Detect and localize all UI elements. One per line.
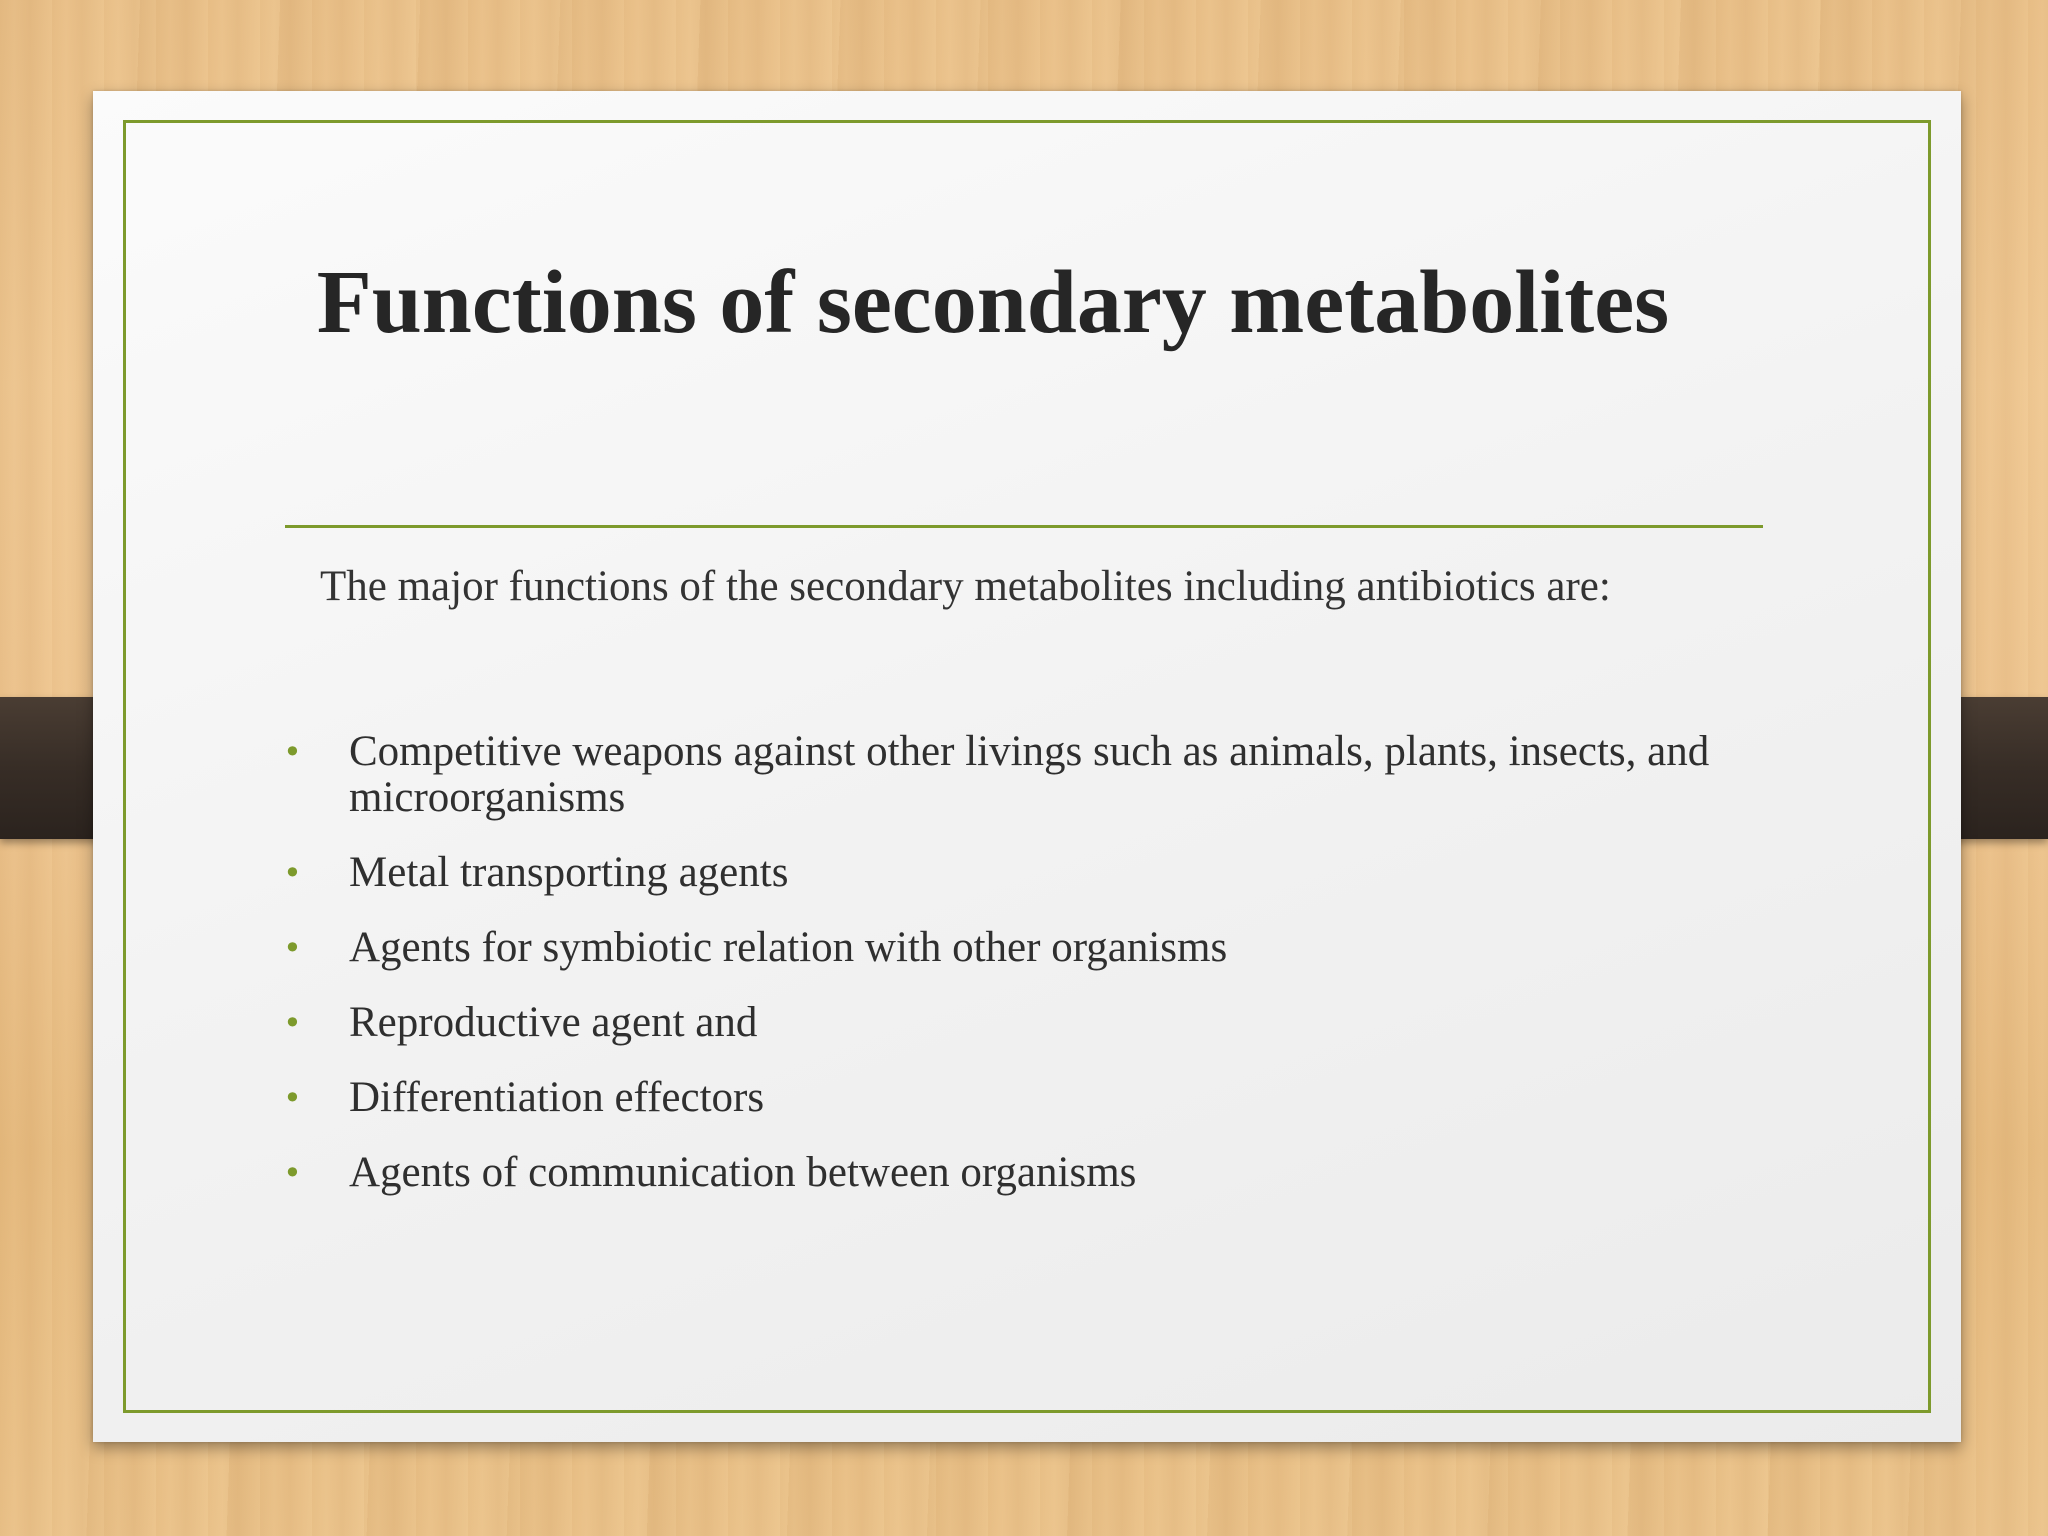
- intro-text: The major functions of the secondary metabolites including antibiotics are:: [320, 563, 1611, 610]
- bullet-text: Competitive weapons against other livings such as animals, plants, insects, and microorganisms: [349, 728, 1710, 821]
- bullet-dot-icon: •: [283, 929, 302, 967]
- bullet-dot-icon: •: [283, 1004, 302, 1042]
- bullet-dot-icon: •: [283, 1154, 302, 1192]
- bullet-text: Metal transporting agents: [349, 849, 789, 896]
- bullet-item: [283, 1075, 1843, 1121]
- slide-title: Functions of secondary metabolites: [316, 253, 1670, 352]
- bullet-item: [283, 729, 1843, 821]
- bullet-text: Agents of communication between organisms: [349, 1149, 1137, 1196]
- bullet-text: Agents for symbiotic relation with other organisms: [349, 924, 1228, 971]
- bullet-text: Differentiation effectors: [349, 1074, 765, 1121]
- slide-card: [93, 91, 1961, 1442]
- bullet-item: [283, 1150, 1843, 1196]
- bullet-dot-icon: •: [283, 733, 302, 771]
- bullet-list: [283, 729, 1843, 1225]
- bullet-item: [283, 925, 1843, 971]
- title-divider: [285, 525, 1763, 528]
- bullet-item: [283, 850, 1843, 896]
- bullet-dot-icon: •: [283, 1079, 302, 1117]
- bullet-text: Reproductive agent and: [349, 999, 758, 1046]
- bullet-item: [283, 1000, 1843, 1046]
- bullet-dot-icon: •: [283, 854, 302, 892]
